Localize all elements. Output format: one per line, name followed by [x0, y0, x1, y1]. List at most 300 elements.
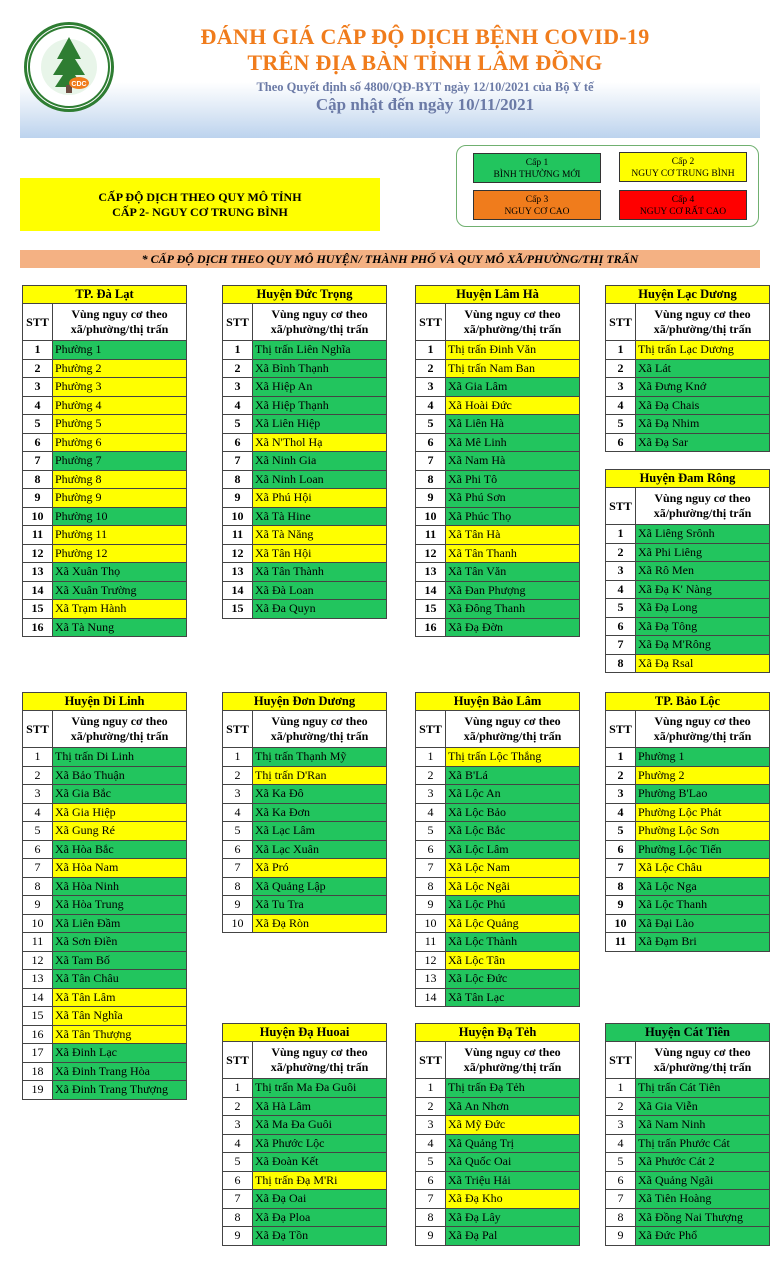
row-number: 8	[223, 1208, 253, 1227]
table-row	[606, 359, 770, 378]
commune-name: Xã Phi Liêng	[636, 543, 770, 562]
commune-name: Xã Tân Lâm	[53, 988, 187, 1007]
commune-name: Thị trấn Thạnh Mỹ	[253, 748, 387, 767]
row-number: 16	[23, 1025, 53, 1044]
commune-name: Xã Đưng Knớ	[636, 378, 770, 397]
table-row	[416, 1208, 580, 1227]
commune-name: Thị trấn Di Linh	[53, 748, 187, 767]
row-number: 11	[23, 933, 53, 952]
commune-name: Xã Phú Sơn	[446, 489, 580, 508]
table-row	[23, 526, 187, 545]
table-row	[606, 654, 770, 673]
table-row	[23, 452, 187, 471]
table-row	[223, 489, 387, 508]
row-number: 16	[416, 618, 446, 637]
row-number: 12	[416, 951, 446, 970]
row-number: 7	[416, 859, 446, 878]
commune-name: Xã Mỹ Đức	[446, 1116, 580, 1135]
row-number: 17	[23, 1044, 53, 1063]
row-number: 12	[23, 951, 53, 970]
commune-name: Xã Lộc Châu	[636, 859, 770, 878]
commune-name: Xã Tân Châu	[53, 970, 187, 989]
table-row	[416, 803, 580, 822]
district-table	[605, 692, 770, 952]
commune-name: Xã Đinh Lạc	[53, 1044, 187, 1063]
row-number: 6	[23, 433, 53, 452]
commune-name: Xã Đạ Oai	[253, 1190, 387, 1209]
row-number: 10	[23, 914, 53, 933]
row-number: 1	[23, 748, 53, 767]
district-table	[415, 285, 580, 637]
commune-name: Phường 2	[53, 359, 187, 378]
row-number: 10	[416, 914, 446, 933]
commune-name: Xã An Nhơn	[446, 1097, 580, 1116]
district-table	[222, 692, 387, 933]
commune-name: Xã Đạ Kho	[446, 1190, 580, 1209]
stt-header: STT	[23, 304, 53, 341]
area-header: Vùng nguy cơ theo xã/phường/thị trấn	[446, 1042, 580, 1079]
row-number: 5	[416, 1153, 446, 1172]
row-number: 9	[223, 1227, 253, 1246]
table-row	[223, 415, 387, 434]
table-row	[416, 544, 580, 563]
table-row	[416, 859, 580, 878]
commune-name: Xã Đông Thanh	[446, 600, 580, 619]
commune-name: Xã Ma Đa Guôi	[253, 1116, 387, 1135]
table-row	[223, 785, 387, 804]
table-row	[223, 563, 387, 582]
table-row	[23, 951, 187, 970]
area-header: Vùng nguy cơ theo xã/phường/thị trấn	[636, 304, 770, 341]
commune-name: Xã Lộc Bảo	[446, 803, 580, 822]
commune-name: Xã Hòa Nam	[53, 859, 187, 878]
row-number: 11	[416, 526, 446, 545]
row-number: 2	[23, 766, 53, 785]
commune-name: Xã Gia Hiệp	[53, 803, 187, 822]
commune-name: Phường 6	[53, 433, 187, 452]
table-row	[223, 914, 387, 933]
district-name: Huyện Di Linh	[23, 693, 187, 711]
commune-name: Xã Gia Viễn	[636, 1097, 770, 1116]
district-name: Huyện Đức Trọng	[223, 286, 387, 304]
table-row	[606, 914, 770, 933]
commune-name: Xã Lộc Nam	[446, 859, 580, 878]
row-number: 3	[223, 378, 253, 397]
stt-header: STT	[606, 711, 636, 748]
commune-name: Xã Gia Lâm	[446, 378, 580, 397]
row-number: 13	[223, 563, 253, 582]
commune-name: Phường 7	[53, 452, 187, 471]
commune-name: Xã Tân Nghĩa	[53, 1007, 187, 1026]
commune-name: Xã Tân Văn	[446, 563, 580, 582]
area-header: Vùng nguy cơ theo xã/phường/thị trấn	[446, 711, 580, 748]
commune-name: Xã Trạm Hành	[53, 600, 187, 619]
row-number: 6	[606, 617, 636, 636]
district-table	[22, 692, 187, 1100]
table-row	[606, 525, 770, 544]
commune-name: Xã Pró	[253, 859, 387, 878]
commune-name: Xã Lộc Quảng	[446, 914, 580, 933]
commune-name: Phường 3	[53, 378, 187, 397]
row-number: 15	[416, 600, 446, 619]
commune-name: Phường Lộc Tiến	[636, 840, 770, 859]
table-row	[416, 1079, 580, 1098]
area-header: Vùng nguy cơ theo xã/phường/thị trấn	[53, 304, 187, 341]
commune-name: Thị trấn Ma Đa Guôi	[253, 1079, 387, 1098]
table-row	[606, 822, 770, 841]
row-number: 9	[23, 489, 53, 508]
table-row	[223, 452, 387, 471]
commune-name: Xã Quảng Ngãi	[636, 1171, 770, 1190]
commune-name: Xã Lộc Thanh	[636, 896, 770, 915]
commune-name: Xã Phúc Thọ	[446, 507, 580, 526]
table-row	[606, 1171, 770, 1190]
table-row	[223, 341, 387, 360]
stt-header: STT	[416, 304, 446, 341]
commune-name: Xã Lộc Bắc	[446, 822, 580, 841]
commune-name: Thị trấn D'Ran	[253, 766, 387, 785]
district-name: Huyện Đam Rông	[606, 470, 770, 488]
table-row	[223, 1079, 387, 1098]
commune-name: Xã Đạ K' Nàng	[636, 580, 770, 599]
commune-name: Xã Đạ Rsal	[636, 654, 770, 673]
table-row	[416, 526, 580, 545]
row-number: 2	[416, 766, 446, 785]
table-row	[23, 1044, 187, 1063]
row-number: 1	[23, 341, 53, 360]
table-row	[416, 378, 580, 397]
table-row	[606, 785, 770, 804]
table-row	[606, 378, 770, 397]
area-header: Vùng nguy cơ theo xã/phường/thị trấn	[636, 1042, 770, 1079]
row-number: 8	[606, 1208, 636, 1227]
commune-name: Xã Tà Hine	[253, 507, 387, 526]
commune-name: Xã Bảo Thuận	[53, 766, 187, 785]
table-row	[416, 1227, 580, 1246]
row-number: 1	[416, 341, 446, 360]
commune-name: Phường 4	[53, 396, 187, 415]
row-number: 8	[416, 877, 446, 896]
table-row	[223, 1171, 387, 1190]
stt-header: STT	[223, 1042, 253, 1079]
table-row	[416, 563, 580, 582]
commune-name: Xã Tân Thành	[253, 563, 387, 582]
row-number: 6	[223, 433, 253, 452]
commune-name: Phường B'Lao	[636, 785, 770, 804]
table-row	[606, 840, 770, 859]
stt-header: STT	[416, 1042, 446, 1079]
table-row	[223, 378, 387, 397]
table-row	[23, 359, 187, 378]
title-line-1: ĐÁNH GIÁ CẤP ĐỘ DỊCH BỆNH COVID-19	[200, 24, 650, 49]
commune-name: Xã Tân Thượng	[53, 1025, 187, 1044]
table-row	[416, 748, 580, 767]
row-number: 7	[223, 859, 253, 878]
table-row	[223, 896, 387, 915]
row-number: 6	[223, 840, 253, 859]
district-name: Huyện Lạc Dương	[606, 286, 770, 304]
commune-name: Phường 12	[53, 544, 187, 563]
stt-header: STT	[223, 304, 253, 341]
row-number: 1	[223, 748, 253, 767]
table-row	[606, 1134, 770, 1153]
area-header: Vùng nguy cơ theo xã/phường/thị trấn	[53, 711, 187, 748]
row-number: 9	[416, 489, 446, 508]
commune-name: Xã Liêng Srônh	[636, 525, 770, 544]
commune-name: Xã Lộc Lâm	[446, 840, 580, 859]
row-number: 14	[23, 988, 53, 1007]
row-number: 1	[223, 341, 253, 360]
table-row	[416, 1097, 580, 1116]
table-row	[23, 1007, 187, 1026]
row-number: 5	[23, 822, 53, 841]
stt-header: STT	[606, 1042, 636, 1079]
table-row	[606, 859, 770, 878]
table-row	[223, 803, 387, 822]
area-header: Vùng nguy cơ theo xã/phường/thị trấn	[636, 711, 770, 748]
commune-name: Xã Đà Loan	[253, 581, 387, 600]
commune-name: Xã Hòa Ninh	[53, 877, 187, 896]
commune-name: Xã Quảng Trị	[446, 1134, 580, 1153]
table-row	[23, 988, 187, 1007]
table-row	[416, 822, 580, 841]
table-row	[416, 581, 580, 600]
commune-name: Xã Lộc Đức	[446, 970, 580, 989]
table-row	[606, 748, 770, 767]
table-row	[23, 748, 187, 767]
province-line-2: CẤP 2- NGUY CƠ TRUNG BÌNH	[112, 205, 288, 219]
table-row	[416, 951, 580, 970]
row-number: 4	[223, 1134, 253, 1153]
commune-name: Thị trấn Lạc Dương	[636, 341, 770, 360]
commune-name: Xã Ninh Loan	[253, 470, 387, 489]
table-row	[23, 507, 187, 526]
district-table	[222, 1023, 387, 1246]
commune-name: Xã Đạ Sar	[636, 433, 770, 452]
commune-name: Xã Đạ Tồn	[253, 1227, 387, 1246]
table-row	[606, 636, 770, 655]
table-row	[223, 1208, 387, 1227]
district-name: Huyện Đạ Huoai	[223, 1024, 387, 1042]
table-row	[223, 822, 387, 841]
table-row	[416, 766, 580, 785]
commune-name: Phường 1	[53, 341, 187, 360]
commune-name: Xã Đoàn Kết	[253, 1153, 387, 1172]
commune-name: Xã Đạ Long	[636, 599, 770, 618]
district-table	[222, 285, 387, 619]
commune-name: Xã Đạ Pal	[446, 1227, 580, 1246]
row-number: 1	[606, 525, 636, 544]
row-number: 18	[23, 1062, 53, 1081]
table-row	[23, 378, 187, 397]
table-row	[23, 1025, 187, 1044]
row-number: 4	[606, 803, 636, 822]
row-number: 8	[416, 1208, 446, 1227]
row-number: 2	[606, 766, 636, 785]
table-row	[223, 600, 387, 619]
commune-name: Xã Đạ Tông	[636, 617, 770, 636]
table-row	[23, 896, 187, 915]
legend-level-1: Cấp 1 BÌNH THƯỜNG MỚI	[473, 153, 601, 183]
row-number: 3	[416, 378, 446, 397]
row-number: 1	[416, 1079, 446, 1098]
commune-name: Phường 11	[53, 526, 187, 545]
commune-name: Phường 8	[53, 470, 187, 489]
row-number: 3	[416, 785, 446, 804]
row-number: 4	[606, 580, 636, 599]
district-table	[415, 1023, 580, 1246]
table-row	[223, 1227, 387, 1246]
row-number: 3	[416, 1116, 446, 1135]
district-name: Huyện Bảo Lâm	[416, 693, 580, 711]
row-number: 3	[606, 378, 636, 397]
row-number: 3	[223, 785, 253, 804]
table-row	[223, 507, 387, 526]
row-number: 5	[23, 415, 53, 434]
table-row	[606, 433, 770, 452]
table-row	[223, 433, 387, 452]
row-number: 15	[23, 600, 53, 619]
row-number: 3	[606, 562, 636, 581]
commune-name: Xã Hà Lâm	[253, 1097, 387, 1116]
table-row	[416, 433, 580, 452]
commune-name: Thị trấn Đạ Tẻh	[446, 1079, 580, 1098]
row-number: 6	[223, 1171, 253, 1190]
area-header: Vùng nguy cơ theo xã/phường/thị trấn	[253, 304, 387, 341]
commune-name: Xã Lát	[636, 359, 770, 378]
row-number: 5	[416, 415, 446, 434]
table-row	[606, 803, 770, 822]
row-number: 1	[606, 1079, 636, 1098]
table-row	[23, 396, 187, 415]
legend-level-2: Cấp 2 NGUY CƠ TRUNG BÌNH	[619, 152, 747, 182]
table-row	[23, 766, 187, 785]
commune-name: Thị trấn Nam Ban	[446, 359, 580, 378]
table-row	[23, 341, 187, 360]
commune-name: Xã Sơn Điền	[53, 933, 187, 952]
table-row	[606, 617, 770, 636]
table-row	[416, 933, 580, 952]
commune-name: Xã Phú Hội	[253, 489, 387, 508]
row-number: 13	[416, 563, 446, 582]
commune-name: Xã Ka Đô	[253, 785, 387, 804]
area-header: Vùng nguy cơ theo xã/phường/thị trấn	[636, 488, 770, 525]
row-number: 5	[416, 822, 446, 841]
commune-name: Xã Xuân Thọ	[53, 563, 187, 582]
table-row	[416, 452, 580, 471]
table-row	[223, 396, 387, 415]
row-number: 9	[606, 896, 636, 915]
row-number: 2	[23, 359, 53, 378]
commune-name: Xã Tam Bố	[53, 951, 187, 970]
row-number: 9	[23, 896, 53, 915]
title-line-2: TRÊN ĐỊA BÀN TỈNH LÂM ĐỒNG	[247, 50, 603, 75]
commune-name: Xã Đạm Bri	[636, 933, 770, 952]
table-row	[23, 1062, 187, 1081]
row-number: 4	[606, 396, 636, 415]
row-number: 5	[606, 599, 636, 618]
table-row	[23, 544, 187, 563]
row-number: 14	[23, 581, 53, 600]
commune-name: Xã Quảng Lập	[253, 877, 387, 896]
commune-name: Xã Tân Thanh	[446, 544, 580, 563]
row-number: 11	[23, 526, 53, 545]
table-row	[23, 803, 187, 822]
table-row	[23, 1081, 187, 1100]
row-number: 2	[416, 359, 446, 378]
table-row	[223, 1190, 387, 1209]
row-number: 4	[223, 396, 253, 415]
commune-name: Xã Lạc Xuân	[253, 840, 387, 859]
commune-name: Phường Lộc Phát	[636, 803, 770, 822]
table-row	[23, 933, 187, 952]
table-row	[606, 877, 770, 896]
commune-name: Xã Đan Phượng	[446, 581, 580, 600]
row-number: 10	[23, 507, 53, 526]
table-row	[23, 433, 187, 452]
table-row	[416, 396, 580, 415]
row-number: 8	[23, 877, 53, 896]
row-number: 19	[23, 1081, 53, 1100]
commune-name: Phường 5	[53, 415, 187, 434]
table-row	[23, 914, 187, 933]
table-row	[23, 859, 187, 878]
row-number: 10	[223, 914, 253, 933]
commune-name: Xã Tiên Hoàng	[636, 1190, 770, 1209]
commune-name: Xã Liên Đầm	[53, 914, 187, 933]
commune-name: Xã Lộc Nga	[636, 877, 770, 896]
table-row	[223, 470, 387, 489]
table-row	[23, 785, 187, 804]
row-number: 9	[223, 489, 253, 508]
stt-header: STT	[223, 711, 253, 748]
commune-name: Xã Đức Phổ	[636, 1227, 770, 1246]
table-row	[606, 562, 770, 581]
commune-name: Xã Tân Hà	[446, 526, 580, 545]
table-row	[416, 618, 580, 637]
commune-name: Xã Xuân Trường	[53, 581, 187, 600]
row-number: 4	[416, 803, 446, 822]
table-row	[416, 877, 580, 896]
commune-name: Xã Đạ M'Rông	[636, 636, 770, 655]
row-number: 9	[416, 1227, 446, 1246]
table-row	[606, 341, 770, 360]
row-number: 4	[416, 1134, 446, 1153]
table-row	[223, 1134, 387, 1153]
commune-name: Phường Lộc Sơn	[636, 822, 770, 841]
commune-name: Xã Đạ Ploa	[253, 1208, 387, 1227]
row-number: 2	[606, 359, 636, 378]
row-number: 6	[606, 433, 636, 452]
row-number: 6	[606, 840, 636, 859]
row-number: 12	[223, 544, 253, 563]
district-section-banner: * CẤP ĐỘ DỊCH THEO QUY MÔ HUYỆN/ THÀNH PHỐ VÀ QUY MÔ XÃ/PHƯỜNG/THỊ TRẤN	[20, 250, 760, 268]
commune-name: Xã Đạ Nhim	[636, 415, 770, 434]
commune-name: Xã Đinh Trang Thượng	[53, 1081, 187, 1100]
commune-name: Xã B'Lá	[446, 766, 580, 785]
commune-name: Thị trấn Đinh Văn	[446, 341, 580, 360]
row-number: 1	[606, 341, 636, 360]
table-row	[606, 1190, 770, 1209]
row-number: 3	[606, 1116, 636, 1135]
commune-name: Xã Nam Ninh	[636, 1116, 770, 1135]
table-row	[416, 1134, 580, 1153]
row-number: 2	[606, 1097, 636, 1116]
table-row	[606, 1097, 770, 1116]
svg-text:CDC: CDC	[71, 81, 87, 88]
commune-name: Phường 1	[636, 748, 770, 767]
district-name: Huyện Cát Tiên	[606, 1024, 770, 1042]
